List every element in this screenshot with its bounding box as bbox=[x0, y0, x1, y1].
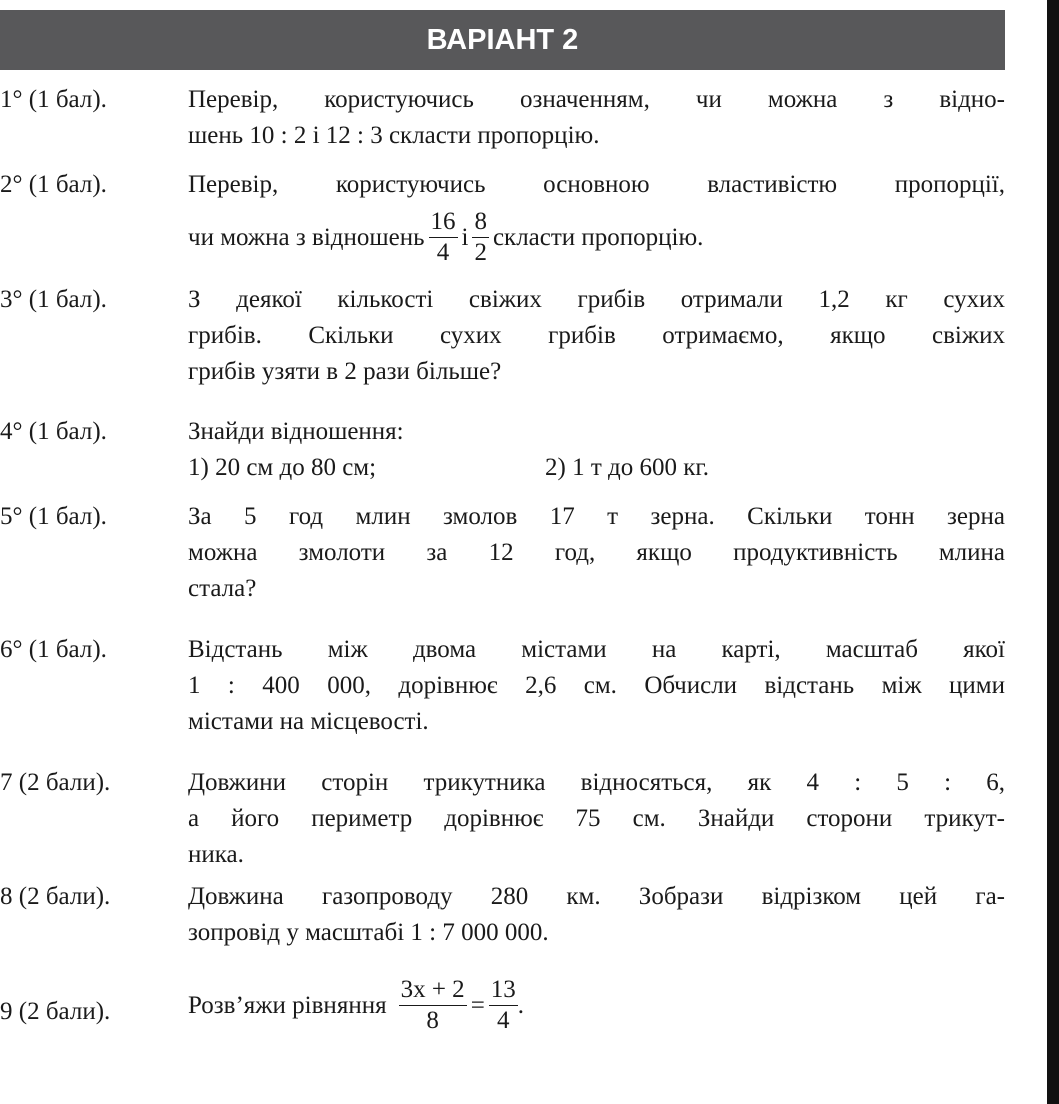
equals-sign: = bbox=[470, 991, 485, 1019]
task-label: 9 (2 бали). bbox=[0, 998, 111, 1025]
task-label: 3° (1 бал). bbox=[0, 286, 107, 313]
task-text-line: зопровід у масштабі 1 : 7 000 000. bbox=[188, 919, 549, 946]
task-text-line: грибів узяти в 2 рази більше? bbox=[188, 358, 502, 385]
fraction bbox=[472, 207, 489, 268]
task-text-line: містами на місцевості. bbox=[188, 708, 429, 735]
variant-header bbox=[0, 10, 1005, 70]
task-text-line: Довжини сторін трикутника відносяться, як 4 : 5 : 6, bbox=[188, 769, 1005, 796]
task-text-line: Довжина газопроводу 280 км. Зобрази відрізком цей га- bbox=[188, 883, 1005, 910]
task-label: 6° (1 бал). bbox=[0, 636, 107, 663]
denominator: 4 bbox=[497, 1007, 510, 1034]
task-label: 1° (1 бал). bbox=[0, 86, 107, 113]
task-math-line bbox=[188, 207, 1005, 268]
task-label: 5° (1 бал). bbox=[0, 503, 107, 530]
task-text-line: стала? bbox=[188, 575, 257, 602]
math-text: . bbox=[517, 991, 525, 1019]
fraction bbox=[489, 975, 518, 1036]
task-text-line: 1 : 400 000, дорівнює 2,6 см. Обчисли відстань між цими bbox=[188, 672, 1005, 699]
page-edge bbox=[1047, 0, 1059, 1104]
task-text-line: Знайди відношення: bbox=[188, 418, 404, 445]
task-text-line: шень 10 : 2 і 12 : 3 скласти пропорцію. bbox=[188, 122, 600, 149]
task-text-line: Відстань між двома містами на карті, масштаб якої bbox=[188, 636, 1005, 663]
variant-title: ВАРІАНТ 2 bbox=[426, 23, 579, 56]
task-label: 2° (1 бал). bbox=[0, 171, 107, 198]
denominator: 4 bbox=[436, 239, 450, 266]
task-text-line: Перевір, користуючись основною властивістю пропорції, bbox=[188, 171, 1005, 198]
task-text-line: ника. bbox=[188, 841, 244, 868]
math-text: і bbox=[461, 223, 469, 251]
task-part-2: 2) 1 т до 600 кг. bbox=[545, 454, 710, 481]
fraction bbox=[429, 207, 458, 268]
task-label: 4° (1 бал). bbox=[0, 418, 107, 445]
math-text: скласти пропорцію. bbox=[492, 223, 704, 251]
numerator: 8 bbox=[472, 207, 489, 238]
task-text-line: Перевір, користуючись означенням, чи можна з відно- bbox=[188, 86, 1005, 113]
task-label: 7 (2 бали). bbox=[0, 769, 111, 796]
fraction bbox=[399, 975, 467, 1036]
math-text: чи можна з відношень bbox=[188, 223, 425, 251]
denominator: 8 bbox=[426, 1007, 439, 1034]
numerator: 16 bbox=[429, 207, 458, 238]
task-math-line bbox=[188, 975, 1005, 1036]
numerator: 13 bbox=[489, 975, 518, 1006]
task-text-line: За 5 год млин змолов 17 т зерна. Скільки тонн зерна bbox=[188, 503, 1005, 530]
math-text: Розв’яжи рівняння bbox=[188, 991, 387, 1019]
task-text-line: а його периметр дорівнює 75 см. Знайди сторони трикут- bbox=[188, 805, 1005, 832]
task-label: 8 (2 бали). bbox=[0, 883, 111, 910]
task-text-line: можна змолоти за 12 год, якщо продуктивність млина bbox=[188, 539, 1005, 566]
denominator: 2 bbox=[474, 239, 487, 266]
task-text-line: З деякої кількості свіжих грибів отримали 1,2 кг сухих bbox=[188, 286, 1005, 313]
numerator: 3x + 2 bbox=[399, 975, 467, 1006]
task-text-line: грибів. Скільки сухих грибів отримаємо, якщо свіжих bbox=[188, 322, 1005, 349]
task-part-1: 1) 20 см до 80 см; bbox=[188, 454, 377, 481]
